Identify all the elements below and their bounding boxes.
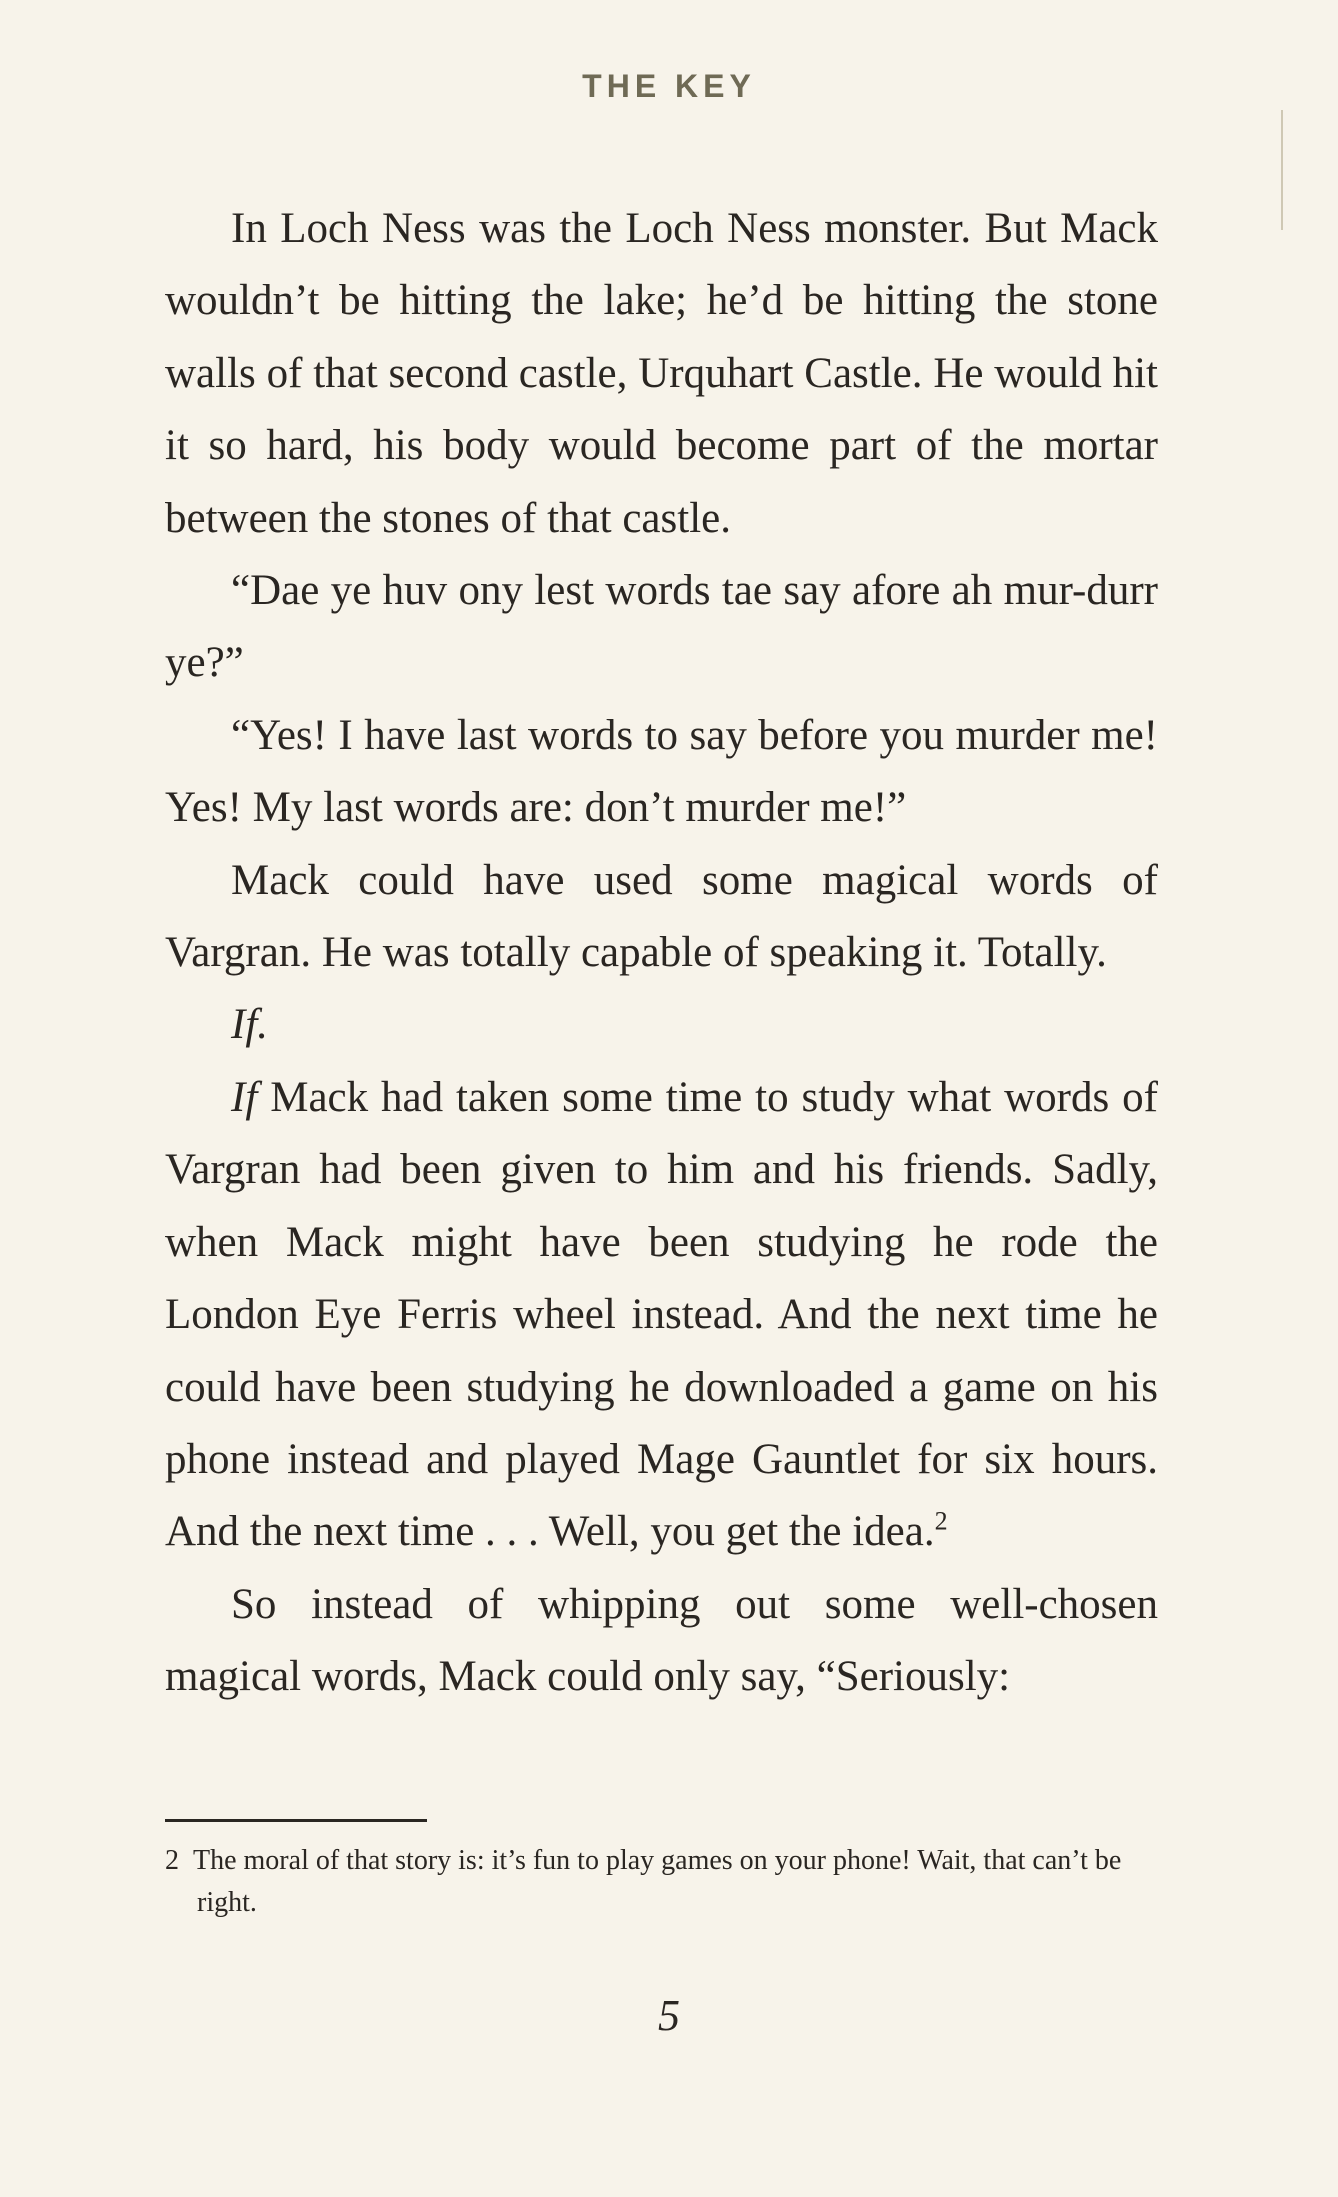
footnote-marker: 2	[934, 1506, 948, 1536]
paragraph-5	[165, 989, 1158, 1061]
paragraph-6	[165, 1062, 1158, 1569]
paragraph-3: “Yes! I have last words to say before you murder me! Yes! My last words are: don’t murder me!”	[165, 711, 1158, 832]
footnote-text: The moral of that story is: it’s fun to play games on your phone! Wait, that can’t be right.	[193, 1845, 1122, 1918]
footnote-number: 2	[165, 1845, 179, 1876]
paragraph-7: So instead of whipping out some well-chosen magical words, Mack could only say, “Seriously:	[165, 1580, 1158, 1701]
body-text	[165, 193, 1158, 1714]
page-number: 5	[658, 1991, 680, 2040]
paragraph-2: “Dae ye huv ony lest words tae say afore ah mur-durr ye?”	[165, 567, 1158, 687]
paragraph-5-italic: If.	[231, 1001, 269, 1049]
page-edge-mark	[1281, 110, 1283, 230]
footnote-rule	[165, 1819, 427, 1822]
paragraph-6-text: Mack had taken some time to study what words of Vargran had been given to him and his friends. Sadly, when Mack might have been studying he rode the London Eye Ferris wheel instead. And the next time he could have been studying he downloaded a game on his phone instead and played Mage Gauntlet for six hours. And the next time . . . Well, you get the idea.	[165, 1073, 1158, 1556]
paragraph-1: In Loch Ness was the Loch Ness monster. But Mack wouldn’t be hitting the lake; he’d be hitting the stone walls of that second castle, Urquhart Castle. He would hit it so hard, his body would become part of the mortar between the stones of that castle.	[165, 205, 1158, 542]
footnote	[165, 1840, 1145, 1924]
paragraph-6-italic-lead: If	[231, 1073, 258, 1121]
paragraph-4: Mack could have used some magical words of Vargran. He was totally capable of speaking it. Totally.	[165, 856, 1158, 977]
running-head: THE KEY	[582, 68, 756, 104]
